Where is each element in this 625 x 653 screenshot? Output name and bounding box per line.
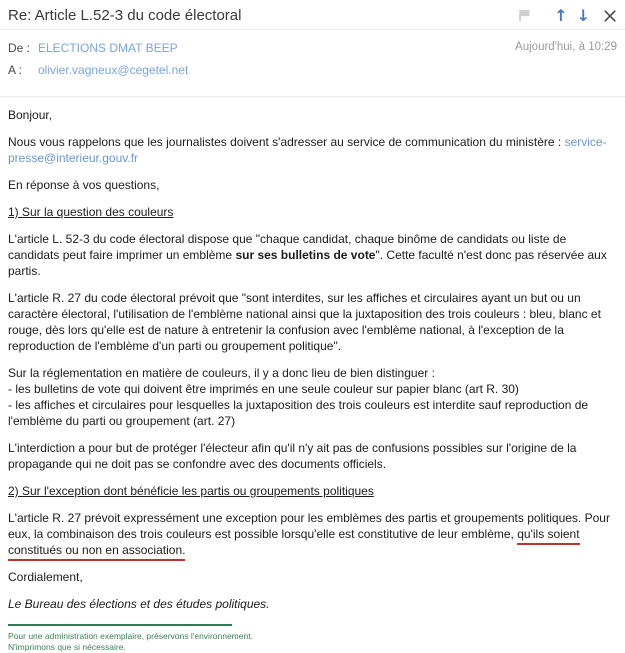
paragraph-article-l52-3 — [8, 231, 619, 279]
flag-icon[interactable] — [517, 8, 532, 23]
previous-message-button[interactable]: ↑ — [554, 6, 568, 25]
paragraph-press-notice — [8, 134, 619, 166]
paragraph-text: ". Cette faculté n'est donc pas réservée aux partis. — [8, 248, 607, 278]
underlined-heading-text: 2) Sur l'exception dont bénéficie les partis ou groupements politiques — [8, 484, 374, 498]
email-action-bar — [517, 7, 617, 23]
signature-footer — [0, 624, 625, 653]
paragraph-article-r27 — [8, 290, 619, 354]
paragraph-greeting — [8, 107, 619, 123]
footer-line-1: Pour une administration exemplaire, préservons l'environnement. — [8, 631, 253, 641]
paragraph-text: - les bulletins de vote qui doivent être imprimés en une seule couleur sur papier blanc (art R. 30) — [8, 382, 519, 396]
paragraph-heading-1 — [8, 204, 619, 220]
email-link[interactable]: service-presse@interieur.gouv.fr — [8, 135, 607, 165]
recipient-link[interactable]: olivier.vagneux@cegetel.net — [38, 63, 189, 77]
bold-text: sur ses bulletins de vote — [235, 248, 376, 262]
underlined-heading-text: 1) Sur la question des couleurs — [8, 205, 174, 219]
paragraph-heading-2 — [8, 483, 619, 499]
from-label: De : — [8, 41, 31, 55]
email-header — [0, 0, 625, 30]
to-label: A : — [8, 63, 23, 77]
paragraph-text: En réponse à vos questions, — [8, 178, 160, 192]
sender-link[interactable]: ELECTIONS DMAT BEEP — [38, 41, 178, 55]
paragraph-signature — [8, 596, 619, 612]
paragraph-text: - les affiches et circulaires pour lesquelles la juxtaposition des trois couleurs est interdite sauf reproduction de l'emblème du parti ou groupement (art. 27) — [8, 398, 589, 428]
paragraph-text: Cordialement, — [8, 570, 83, 584]
paragraph-text: Sur la réglementation en matière de couleurs, il y a donc lieu de bien distinguer : — [8, 366, 435, 380]
close-icon[interactable] — [603, 9, 617, 23]
paragraph-interdiction-purpose — [8, 440, 619, 472]
paragraph-distinction-list — [8, 365, 619, 429]
email-subject: Re: Article L.52-3 du code électoral — [8, 7, 242, 24]
signature-divider — [8, 624, 232, 626]
footer-line-2: N'imprimons que si nécessaire. — [8, 642, 126, 652]
email-body — [0, 97, 625, 612]
email-meta — [0, 30, 625, 97]
paragraph-text: Nous vous rappelons que les journalistes doivent s'adresser au service de communication du ministère : — [8, 135, 565, 149]
next-message-button[interactable]: ↓ — [576, 6, 590, 25]
paragraph-exception-paragraph — [8, 510, 619, 558]
signature-italic-text: Le Bureau des élections et des études politiques. — [8, 597, 270, 611]
red-underlined-phrase: qu'ils soient constitués ou non en association. — [8, 527, 580, 561]
paragraph-closing — [8, 569, 619, 585]
paragraph-text: L'article R. 27 prévoit expressément une exception pour les emblèmes des partis et groupements politiques. Pour eux, la combinaison des trois couleurs est possible lorsqu'elle est constitutive de leur emblème, — [8, 511, 610, 541]
paragraph-text: L'article R. 27 du code électoral prévoit que "sont interdites, sur les affiches et circulaires ayant un but ou un caractère électoral, l'utilisation de l'emblème national ainsi que la juxtaposition des trois couleurs : bleu, blanc et rouge, dès lors qu'elle est de nature à entretenir la confusion avec l'emblème national, à l'exception de la reproduction de l'emblème d'un parti ou groupement politique". — [8, 291, 601, 353]
email-timestamp: Aujourd'hui, à 10:29 — [515, 41, 617, 53]
to-row — [8, 63, 617, 77]
paragraph-text: Bonjour, — [8, 108, 53, 122]
paragraph-text: L'interdiction a pour but de protéger l'électeur afin qu'il n'y ait pas de confusions possibles sur l'origine de la propagande qui ne doit pas se confondre avec des documents officiels. — [8, 441, 577, 471]
paragraph-text: L'article L. 52-3 du code électoral dispose que "chaque candidat, chaque binôme de candidats ou liste de candidats peut faire imprimer un emblème — [8, 232, 567, 262]
paragraph-intro — [8, 177, 619, 193]
